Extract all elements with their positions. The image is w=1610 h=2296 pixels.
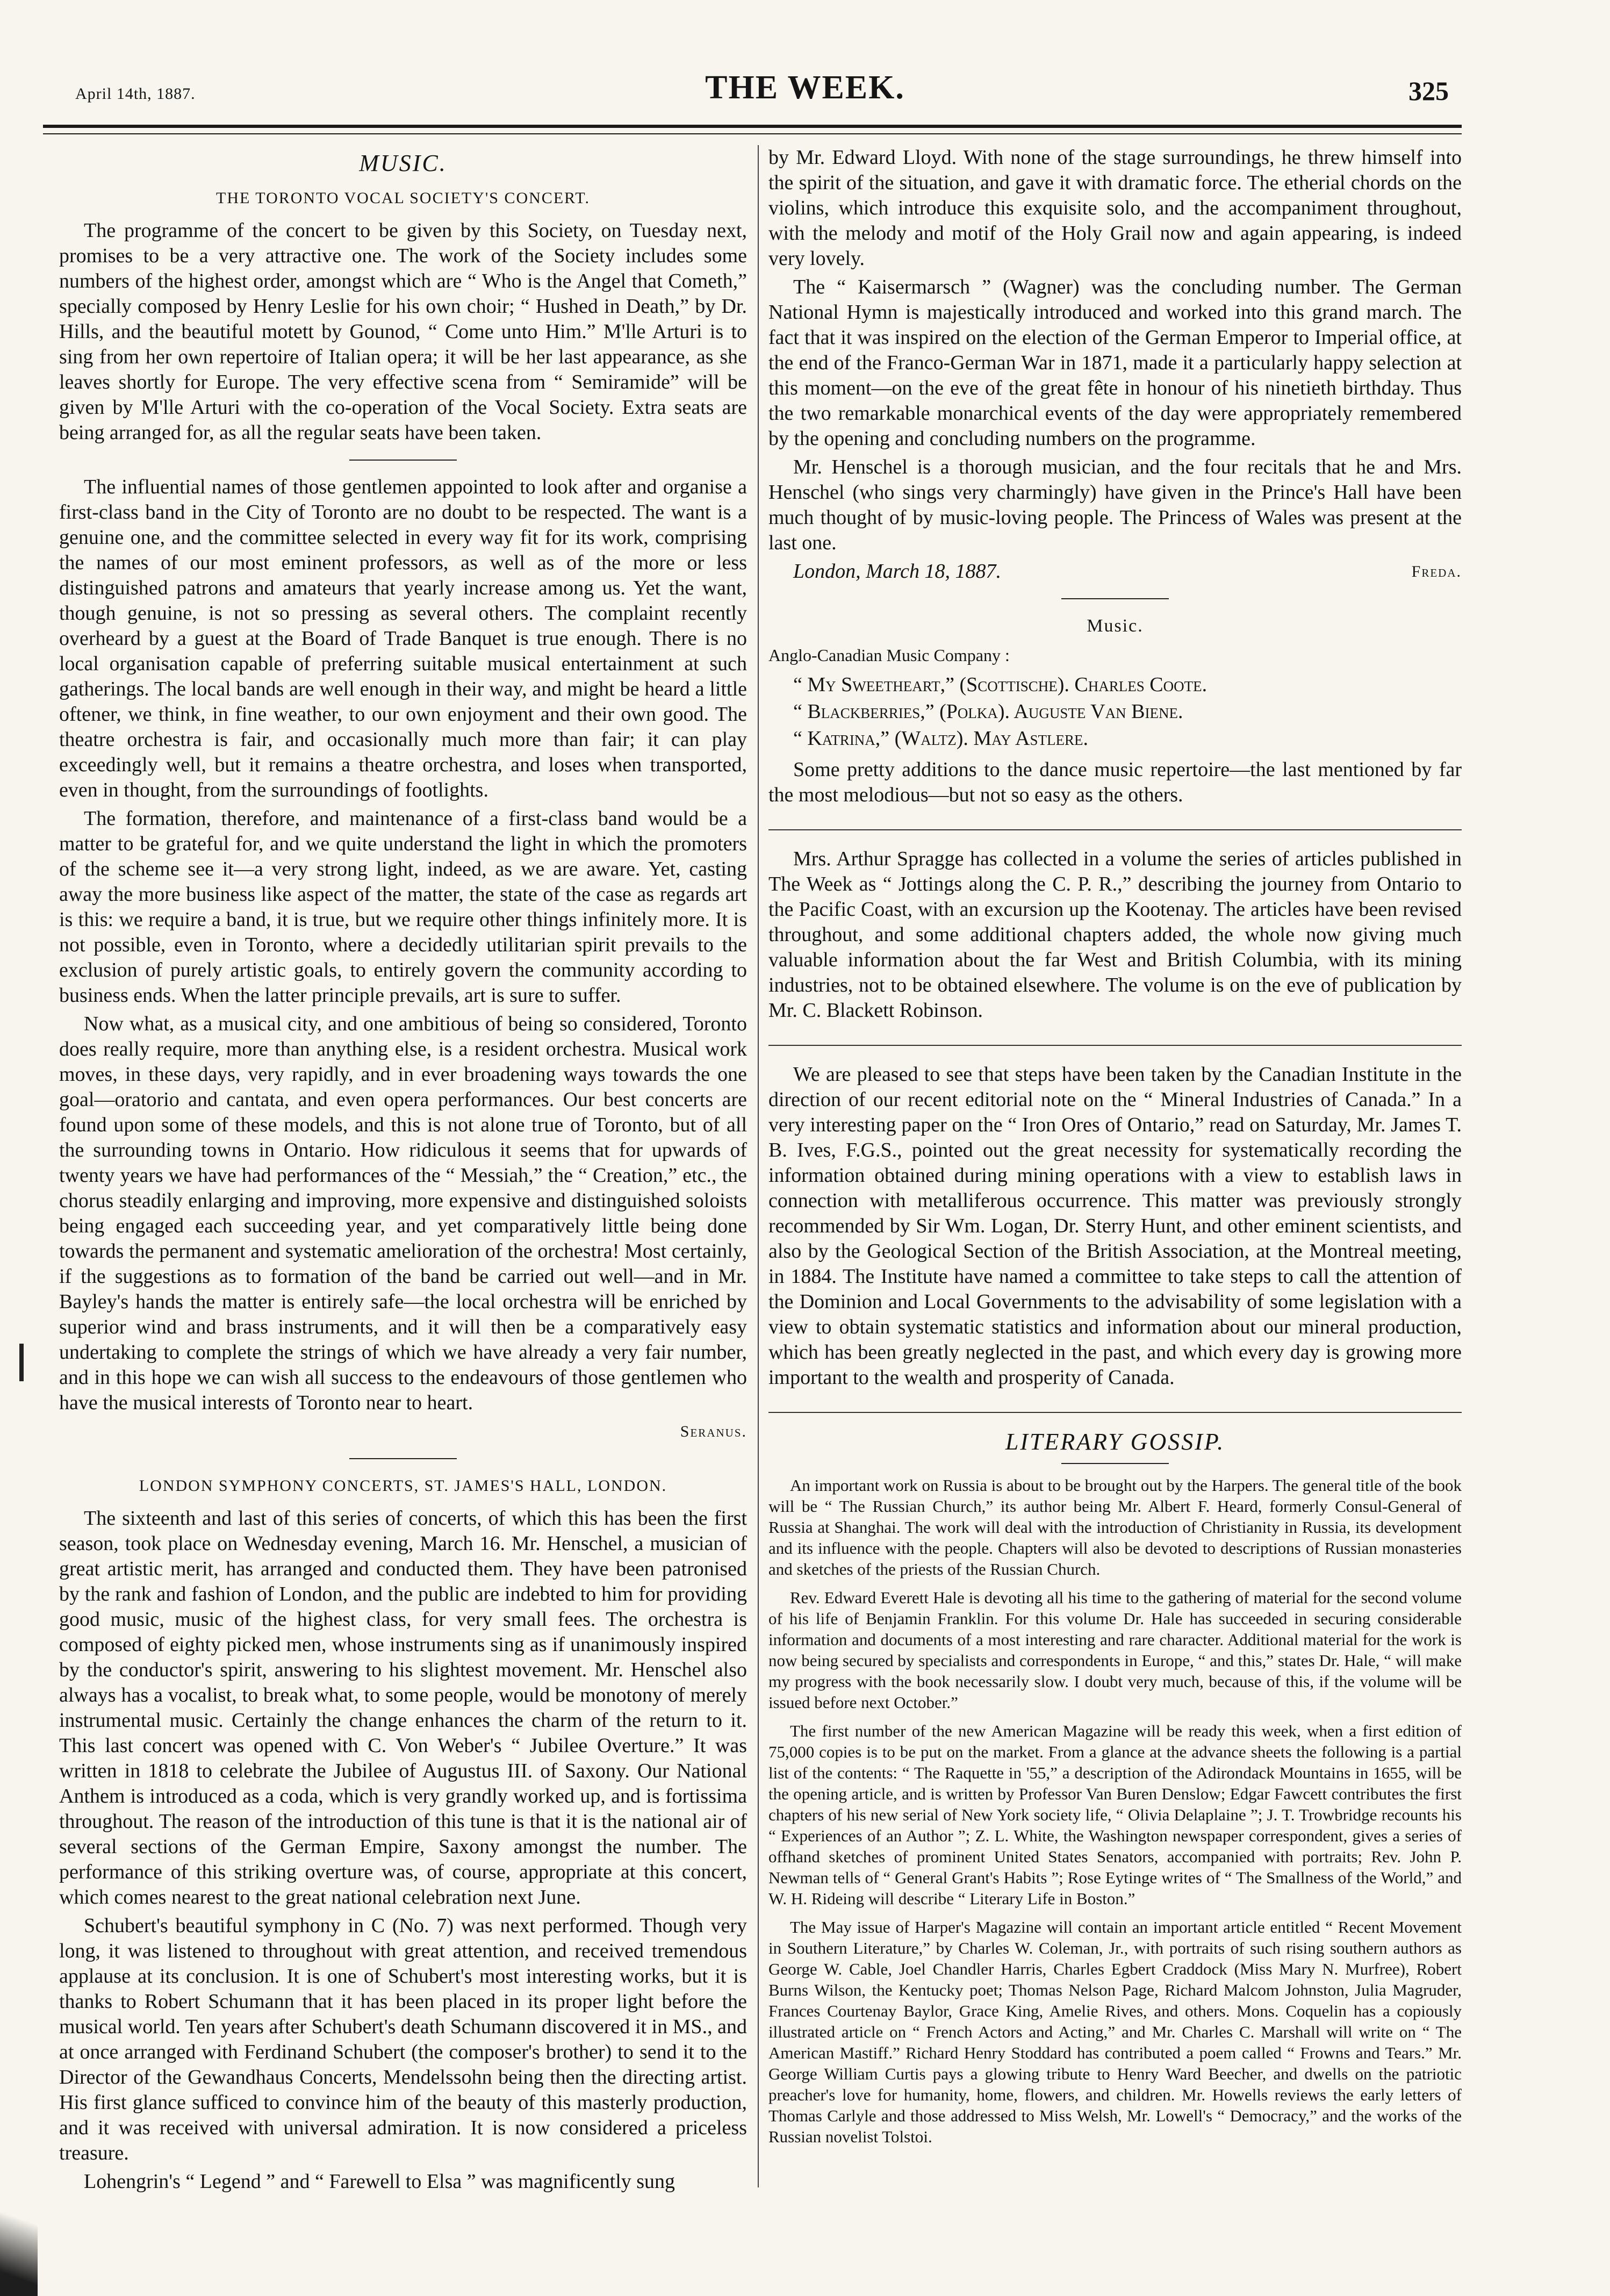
section-rule [768,1045,1462,1046]
toronto-concert-paragraph: The programme of the concert to be given by this Society, on Tuesday next, promises to be a very attractive one. The work of the Society includes some numbers of the highest order, amongst which are “ Who is the Angel that Cometh,” specially composed by Henry Leslie for his own choir; “ Hushed in Death,” by Dr. Hills, and the beautiful motett by Gounod, “ Come unto Him.” M'lle Arturi is to sing from her own repertoire of Italian opera; it will be her last appearance, as she leaves shortly for Europe. The very effective scena from “ Semiramide” will be given by M'lle Arturi with the co-operation of the Vocal Society. Extra seats are being arranged for, as all the regular seats have been taken. [59,219,747,444]
london-paragraph-1: The sixteenth and last of this series of concerts, of which this has been the first season, took place on Wednesday evening, March 16. Mr. Henschel, a musician of great artistic merit, has arranged and conducted them. They have been patronised by the rank and fashion of London, and the public are indebted to him for providing good music, music of the highest class, for very small fees. The orchestra is composed of eighty picked men, whose instruments sing as if unanimously inspired by the conductor's spirit, answering to his slightest movement. Mr. Henschel also always has a vocalist, to break what, to some people, would be monotony of merely instrumental music. Certainly the change enhances the charm of the return to it. This last concert was opened with C. Von Weber's “ Jubilee Overture.” It was written in 1818 to celebrate the Jubilee of Augustus III. of Saxony. Our National Anthem is introduced as a coda, which is very grandly worked up, and is fortissima throughout. The reason of the introduction of this tune is that it is the national air of several sections of the German Empire, Saxony amongst the number. The performance of this striking overture was, of course, appropriate at this concert, which comes nearest to the great national celebration next June. [59,1507,747,1908]
page-number: 325 [1408,76,1449,106]
literary-gossip-title: LITERARY GOSSIP. [1005,1429,1225,1455]
scan-corner-shadow [0,2189,38,2296]
london-paragraph-3: Lohengrin's “ Legend ” and “ Farewell to Elsa ” was magnificently sung [84,2170,675,2193]
gossip-paragraph-2: Rev. Edward Everett Hale is devoting all his time to the gathering of material for the second volume of his life of Benjamin Franklin. For this volume Dr. Hale has succeeded in securing considerable information and documents of a most interesting and rare character. Additional material for the work is now being secured by specialists and correspondents in Europe, “ and this,” states Dr. Hale, “ will make my progress with the book necessarily slow. I doubt very much, because of this, if the volume will be issued before next October.” [768,1588,1462,1712]
section-rule [349,1458,457,1459]
margin-ink-mark [19,1344,24,1381]
masthead-title: THE WEEK. [705,69,905,106]
section-rule [1061,598,1169,599]
london-concerts-heading: LONDON SYMPHONY CONCERTS, ST. JAMES'S HALL, LONDON. [139,1477,667,1495]
header-rule-thick [43,125,1462,128]
kaisermarsch-paragraph: The “ Kaisermarsch ” (Wagner) was the concluding number. The German National Hymn is majestically introduced and worked into this grand march. The fact that it was inspired on the election of the German Emperor to Imperial office, at the end of the Franco-German War in 1871, made it a particularly happy selection at this moment—on the eve of the great fête in honour of his ninetieth birthday. Thus the two remarkable monarchical events of the day were appropriately remembered by the opening and concluding numbers on the programme. [768,276,1462,450]
band-signature: Seranus. [680,1423,747,1440]
publisher-name: Anglo-Canadian Music Company : [768,645,1010,665]
section-rule [768,829,1462,830]
henschel-paragraph: Mr. Henschel is a thorough musician, and the four recitals that he and Mrs. Henschel (who sings very charmingly) have given in the Prince's Hall have been much thought of by music-loving people. The Princess of Wales was present at the last one. [768,456,1462,554]
right-column [768,145,1462,2155]
gossip-paragraph-4: The May issue of Harper's Magazine will contain an important article entitled “ Recent Movement in Southern Literature,” by Charles W. Coleman, Jr., with portraits of such rising southern authors as George W. Cable, Joel Chandler Harris, Charles Egbert Craddock (Miss Mary N. Murfree), Robert Burns Wilson, the Kentucky poet; Thomas Nelson Page, Richard Malcom Johnston, Julia Magruder, Frances Courtenay Baylor, Grace King, Amelie Rives, and others. Mons. Coquelin has a copiously illustrated article on “ French Actors and Acting,” and Mr. Charles C. Marshall will write on “ The American Mastiff.” Richard Henry Stoddard has contributed a poem called “ Frowns and Tears.” Mr. George William Curtis pays a glowing tribute to Henry Ward Beecher, and dwells on the patriotic preacher's love for humanity, home, flowers, and children. Mr. Howells reviews the early letters of Thomas Carlyle and those addressed to Miss Welsh, Mr. Lowell's “ Democracy,” and the works of the Russian novelist Tolstoi. [768,1918,1462,2146]
london-continued-paragraph: by Mr. Edward Lloyd. With none of the stage surroundings, he threw himself into the spirit of the situation, and gave it with dramatic force. The etherial chords on the violins, which introduce this exquisite solo, and the accompaniment throughout, with the melody and motif of the Holy Grail now and again appearing, is indeed very lovely. [768,146,1462,270]
spragge-paragraph: Mrs. Arthur Spragge has collected in a volume the series of articles published in The Week as “ Jottings along the C. P. R.,” describing the journey from Ontario to the Pacific Coast, with an excursion up the Kootenay. The articles have been revised throughout, and some additional chapters added, the whole now giving much valuable information about the far West and British Columbia, with its mining industries, not to be obtained elsewhere. The volume is on the eve of publication by Mr. C. Blackett Robinson. [768,848,1462,1022]
london-dateline: London, March 18, 1887. [793,560,1002,583]
music-listing-item: “ Blackberries,” (Polka). Auguste Van Biene. [793,700,1183,723]
issue-date: April 14th, 1887. [75,85,196,103]
column-divider [758,145,759,2187]
music-listing-item: “ My Sweetheart,” (Scottische). Charles Coote. [793,673,1208,696]
music-notices-heading: Music. [1087,616,1144,636]
section-rule [1061,1463,1169,1464]
music-notices-paragraph: Some pretty additions to the dance music repertoire—the last mentioned by far the most melodious—but not so easy as the others. [768,758,1462,806]
gossip-paragraph-1: An important work on Russia is about to be brought out by the Harpers. The general title of the book will be “ The Russian Church,” its author being Mr. Albert F. Heard, formerly Consul-General of Russia at Shanghai. The work will deal with the introduction of Christianity in Russia, its development and its influence with the people. Chapters will also be devoted to descriptions of Russian monasteries and sketches of the priests of the Russian Church. [768,1476,1462,1578]
section-rule [349,460,457,461]
header-rule-thin [43,133,1462,134]
section-rule [768,1412,1462,1413]
canadian-institute-paragraph: We are pleased to see that steps have been taken by the Canadian Institute in the direction of our recent editorial note on the “ Mineral Industries of Canada.” In a very interesting paper on the “ Iron Ores of Ontario,” read on Saturday, Mr. James T. B. Ives, F.G.S., pointed out the great necessity for systematically recording the information obtained during mining operations with a view to establish laws in connection with metalliferous occurrence. This matter was previously strongly recommended by Sir Wm. Logan, Dr. Sterry Hunt, and other eminent scientists, and also by the Geological Section of the British Association, at the Montreal meeting, in 1884. The Institute have named a committee to take steps to call the attention of the Dominion and Local Governments to the advisability of some legislation with a view to obtain systematic statistics and information about our mineral production, which has been greatly neglected in the past, and which every day is growing more important to the wealth and prosperity of Canada. [768,1063,1462,1389]
music-listing-item: “ Katrina,” (Waltz). May Astlere. [793,727,1088,750]
music-section-title: MUSIC. [359,150,447,176]
toronto-concert-heading: THE TORONTO VOCAL SOCIETY'S CONCERT. [216,189,590,207]
left-column [59,145,747,2198]
gossip-paragraph-3: The first number of the new American Magazine will be ready this week, when a first edition of 75,000 copies is to be put on the market. From a glance at the advance sheets the following is a partial list of the contents: “ The Raquette in '55,” a description of the Adirondack Mountains in 1655, will be the opening article, and is written by Professor Van Buren Denslow; Edgar Fawcett contributes the first chapters of his new serial of New York society life, “ Olivia Delaplaine ”; J. T. Trowbridge recounts his “ Experiences of an Author ”; Z. L. White, the Washington newspaper correspondent, gives a series of offhand sketches of prominent United States Senators, accompanied with portraits; Rev. John P. Newman tells of “ General Grant's Habits ”; Rose Eytinge writes of “ The Smallness of the World,” and W. H. Rideing will describe “ Literary Life in Boston.” [768,1721,1462,1908]
band-paragraph-1: The influential names of those gentlemen appointed to look after and organise a first-class band in the City of Toronto are no doubt to be respected. The want is a genuine one, and the committee selected in every way fit for its work, comprising the names of our most eminent professors, as well as of the more or less distinguished patrons and amateurs that yearly increase among us. Yet the want, though genuine, is not so pressing as several others. The complaint recently overheard by a guest at the Board of Trade Banquet is true enough. There is no local organisation capable of preferring suitable musical entertainment at such gatherings. The local bands are well enough in their way, and might be heard a little oftener, we think, in fine weather, to our own enjoyment and their own good. The theatre orchestra is fair, and occasionally much more than fair; it can play exceedingly well, but it remains a theatre orchestra, and loses when transported, even in thought, from the surroundings of footlights. [59,476,747,801]
band-paragraph-2: The formation, therefore, and maintenance of a first-class band would be a matter to be grateful for, and we quite understand the light in which the promoters of the scheme see it—a very strong light, indeed, as we are aware. Yet, casting away the more business like aspect of the matter, the state of the case as regards art is this: we require a band, it is true, but we require other things infinitely more. It is not possible, even in Toronto, where a decidedly utilitarian spirit prevails to the exclusion of purely artistic goals, to entirely govern the community according to business ends. When the latter principle prevails, art is sure to suffer. [59,807,747,1007]
london-signature: Freda. [1411,563,1462,580]
band-paragraph-3: Now what, as a musical city, and one ambitious of being so considered, Toronto does really require, more than anything else, is a resident orchestra. Musical work moves, in these days, very rapidly, and in ever broadening ways towards the one goal—oratorio and cantata, and even opera performances. Our best concerts are found upon some of these models, and this is not alone true of Toronto, but of all the surrounding towns in Ontario. How ridiculous it seems that for upwards of twenty years we have had performances of the “ Messiah,” the “ Creation,” etc., the chorus steadily enlarging and improving, more expensive and distinguished soloists being engaged each succeeding year, and yet comparatively little being done towards the permanent and systematic amelioration of the orchestra! Most certainly, if the suggestions as to formation of the band be carried out well—and in Mr. Bayley's hands the matter is entirely safe—the local orchestra will be enriched by superior wind and brass instruments, and it will then be a comparatively easy undertaking to complete the strings of which we have already a very fair number, and in this hope we can wish all success to the endeavours of those gentlemen who have the musical interests of Toronto near to heart. [59,1013,747,1414]
london-paragraph-2: Schubert's beautiful symphony in C (No. 7) was next performed. Though very long, it was listened to throughout with great attention, and received tremendous applause at its conclusion. It is one of Schubert's most interesting works, but it is thanks to Robert Schumann that it has been placed in its proper light before the musical world. Ten years after Schubert's death Schumann discovered it in MS., and at once arranged with Ferdinand Schubert (the composer's brother) to send it to the Director of the Gewandhaus Concerts, Mendelssohn being then the directing artist. His first glance sufficed to convince him of the beauty of this masterly production, and it was received with universal admiration. It is now considered a priceless treasure. [59,1914,747,2164]
